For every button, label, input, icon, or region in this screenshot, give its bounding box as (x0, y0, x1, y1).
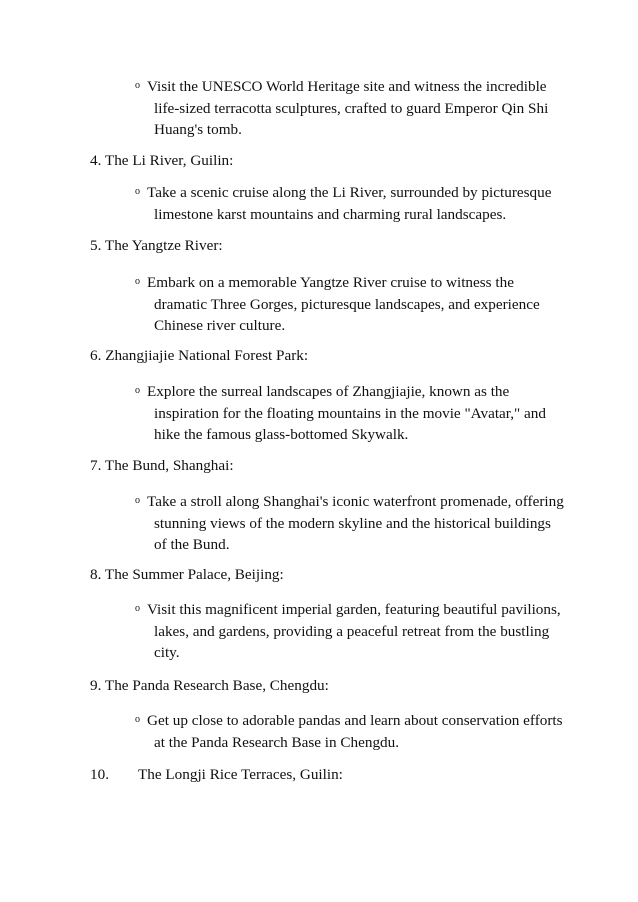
bullet-text-line: of the Bund. (154, 536, 230, 553)
bullet-marker: o (135, 186, 140, 197)
bullet-text-line: Embark on a memorable Yangtze River cruise to witness the (147, 274, 514, 291)
bullet-text-line: limestone karst mountains and charming rural landscapes. (154, 205, 507, 223)
bullet-text-line: Get up close to adorable pandas and learn about conservation efforts (147, 712, 563, 729)
bullet-item-zhangjiajie (135, 381, 575, 446)
bullet-marker: o (135, 80, 140, 91)
bullet-marker: o (135, 385, 140, 396)
bullet-marker: o (135, 714, 140, 725)
bullet-item-summer-palace (135, 599, 575, 664)
heading-the-bund: 7. The Bund, Shanghai: (90, 457, 234, 474)
bullet-item-yangtze (135, 272, 575, 337)
bullet-marker: o (135, 495, 140, 506)
bullet-text-line: dramatic Three Gorges, picturesque landscapes, and experience (154, 295, 540, 313)
bullet-item-panda-base (135, 710, 575, 753)
bullet-item-terracotta (135, 76, 575, 141)
bullet-text-line: inspiration for the floating mountains in the movie "Avatar," and (154, 404, 546, 422)
heading-zhangjiajie: 6. Zhangjiajie National Forest Park: (90, 347, 309, 364)
heading-title: The Longji Rice Terraces, Guilin: (138, 766, 343, 783)
bullet-text-line: Visit the UNESCO World Heritage site and witness the incredible (147, 78, 547, 95)
bullet-text-line: city. (154, 644, 180, 661)
heading-longji-terraces (90, 764, 343, 786)
bullet-text-line: at the Panda Research Base in Chengdu. (154, 733, 400, 751)
bullet-text-line: Explore the surreal landscapes of Zhangjiajie, known as the (147, 383, 510, 400)
bullet-text-line: Chinese river culture. (154, 317, 286, 334)
bullet-text-line: life-sized terracotta sculptures, crafted to guard Emperor Qin Shi (154, 99, 549, 117)
bullet-marker: o (135, 276, 140, 287)
bullet-item-li-river (135, 182, 575, 225)
bullet-text-line: stunning views of the modern skyline and the historical buildings (154, 514, 551, 532)
bullet-text-line: hike the famous glass-bottomed Skywalk. (154, 426, 409, 443)
bullet-text-line: lakes, and gardens, providing a peaceful retreat from the bustling (154, 622, 550, 640)
bullet-item-the-bund (135, 491, 575, 556)
bullet-marker: o (135, 603, 140, 614)
bullet-text-line: Take a stroll along Shanghai's iconic waterfront promenade, offering (147, 493, 564, 510)
bullet-text-line: Take a scenic cruise along the Li River, surrounded by picturesque (147, 184, 552, 201)
heading-number: 10. (90, 766, 109, 783)
heading-summer-palace: 8. The Summer Palace, Beijing: (90, 566, 284, 583)
heading-li-river: 4. The Li River, Guilin: (90, 152, 234, 169)
heading-yangtze-river: 5. The Yangtze River: (90, 237, 223, 254)
bullet-text-line: Visit this magnificent imperial garden, featuring beautiful pavilions, (147, 601, 561, 618)
bullet-text-line: Huang's tomb. (154, 121, 242, 138)
heading-panda-base: 9. The Panda Research Base, Chengdu: (90, 677, 329, 694)
